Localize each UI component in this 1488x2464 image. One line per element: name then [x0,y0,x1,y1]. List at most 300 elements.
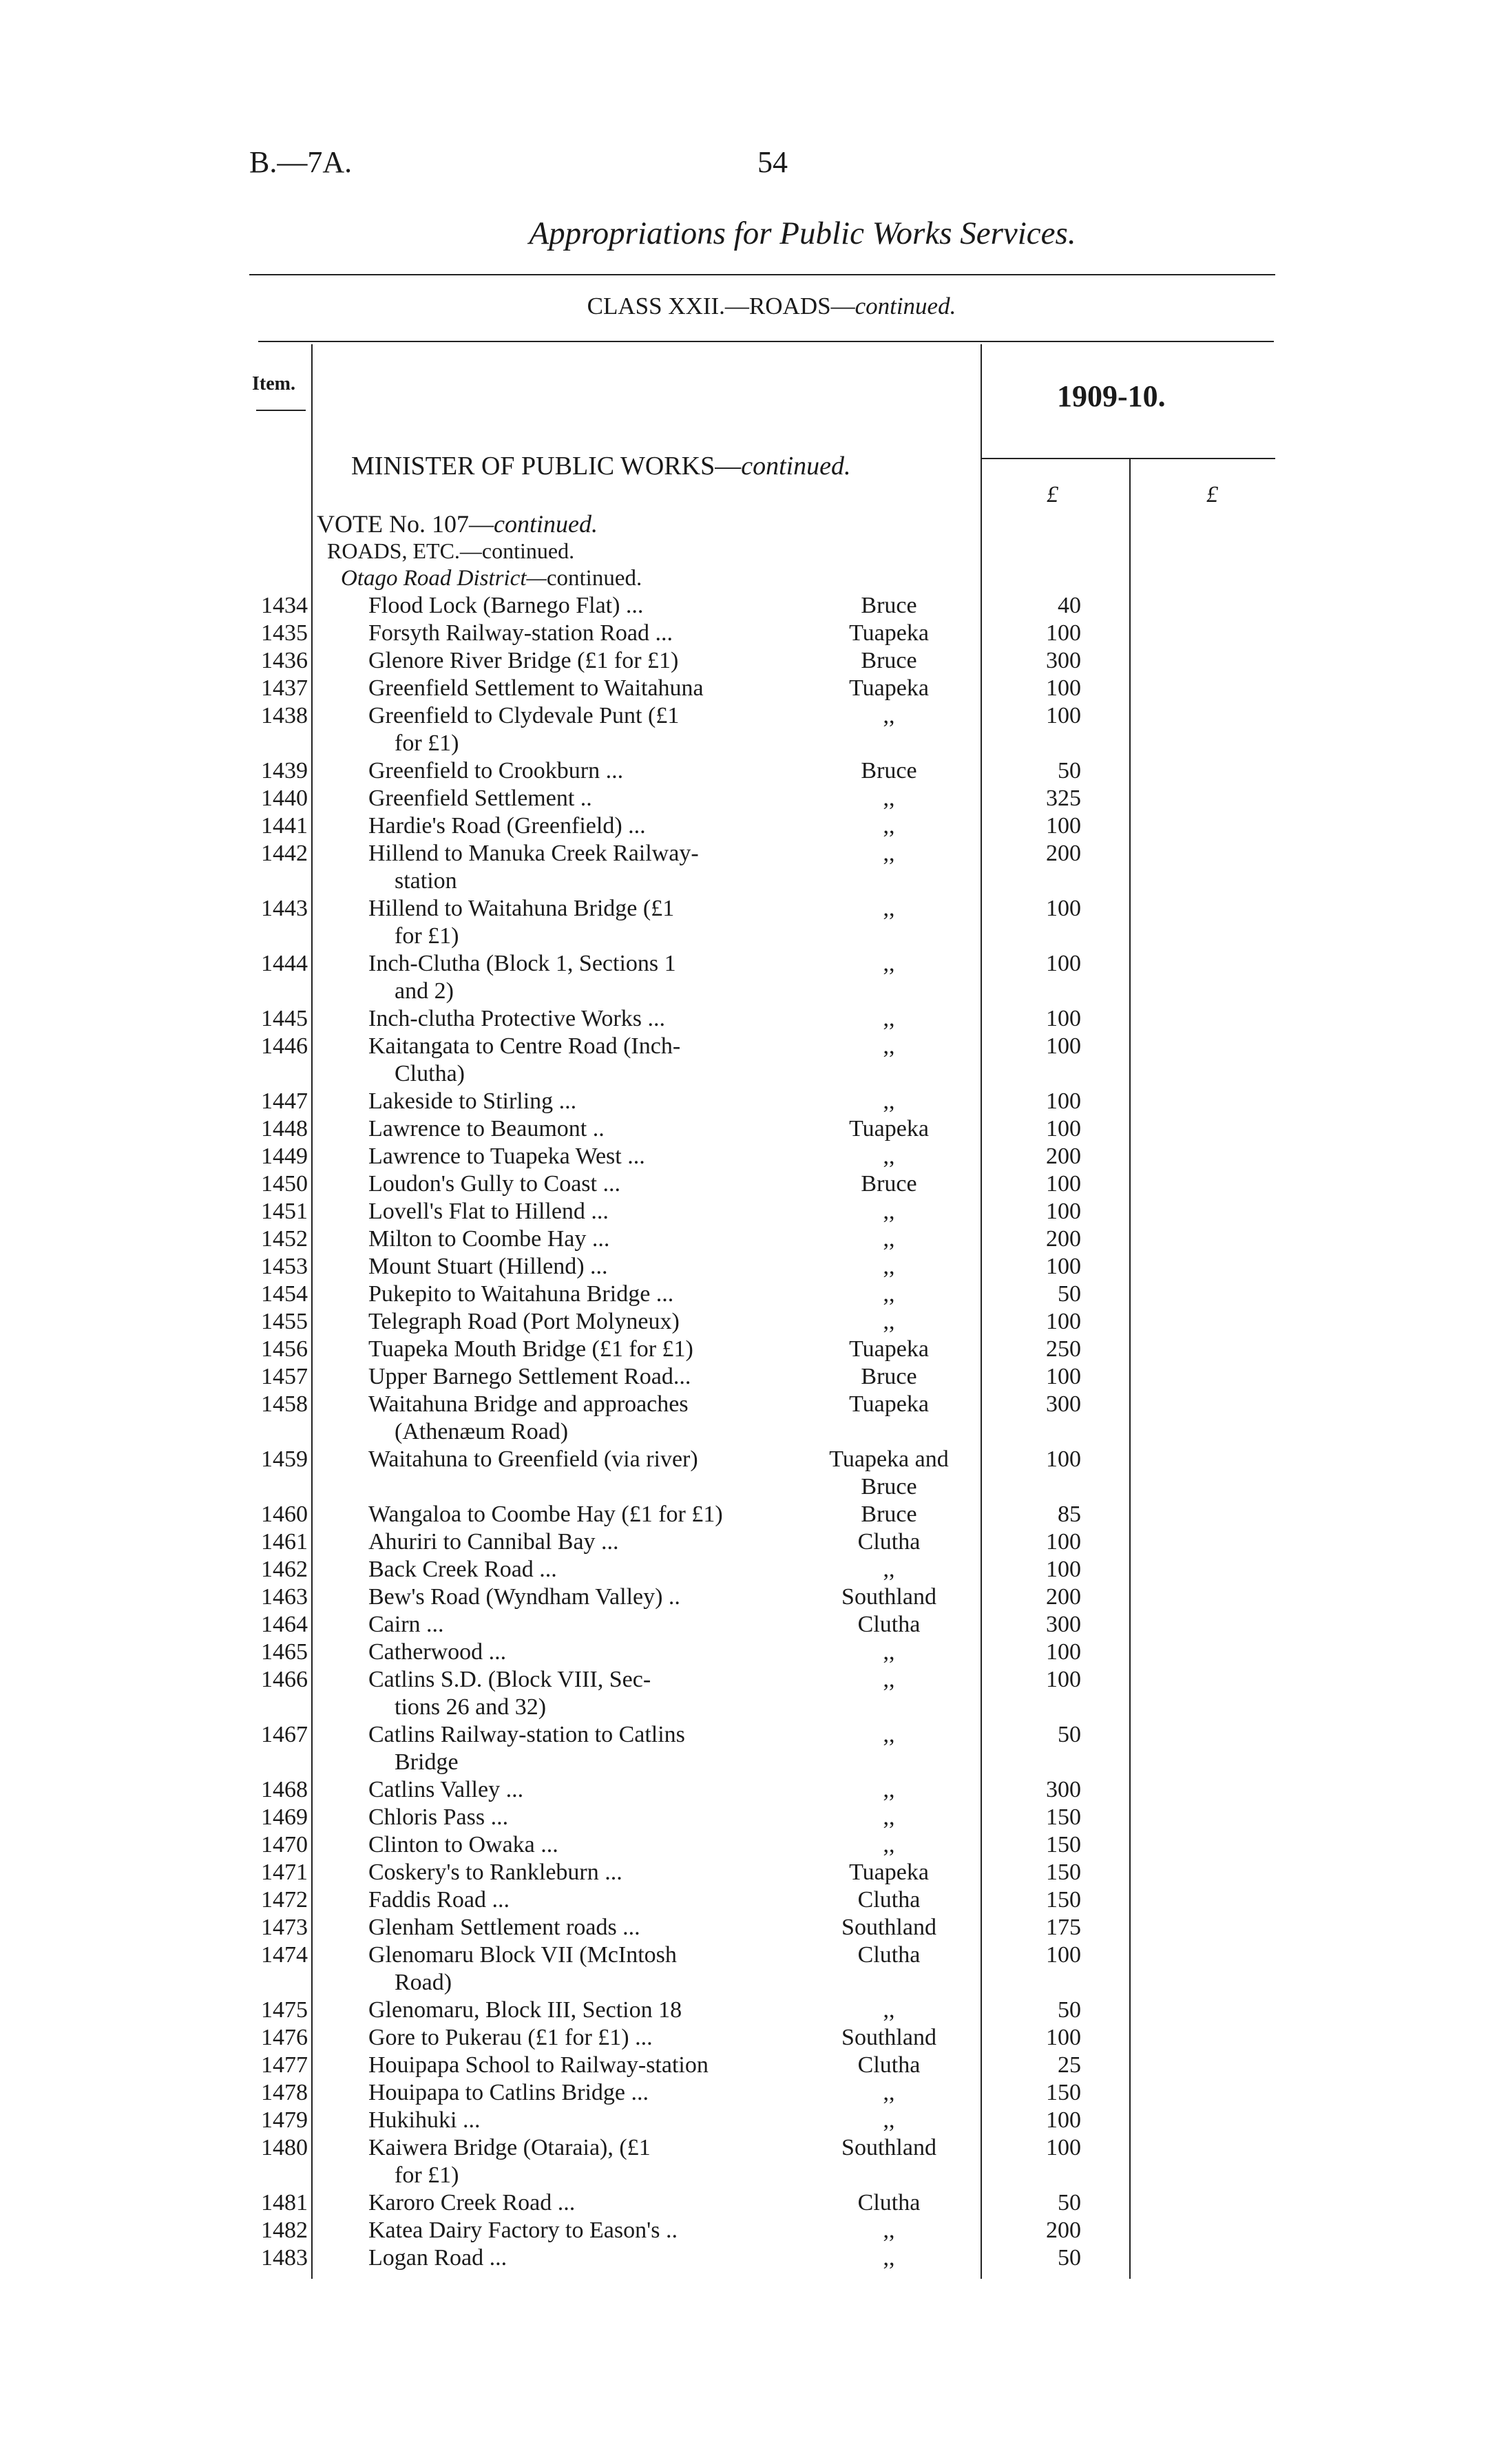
table-row [0,1859,1488,1886]
table-row [0,2217,1488,2244]
amount-value: 100 [1046,1639,1081,1665]
item-number: 1450 [261,1171,308,1197]
amount-value: 100 [1046,1171,1081,1197]
table-row [0,1721,1488,1776]
description-text: Back Creek Road ... [368,1557,557,1582]
amount-value: 300 [1046,1777,1081,1802]
amount-value: 100 [1046,1942,1081,1968]
county-name: ,, [883,1254,895,1279]
table-row [0,1941,1488,1997]
description-text: Houipapa School to Railway-station [368,2052,709,2078]
amount-value: 100 [1046,1254,1081,1279]
item-number: 1468 [261,1777,308,1802]
county-name: Tuapeka [849,675,929,701]
item-description [368,1363,788,1391]
item-number: 1449 [261,1144,308,1169]
item-description [368,1446,788,1473]
item-description [368,1804,788,1831]
item-number: 1462 [261,1557,308,1582]
county-name: ,, [883,1777,895,1802]
county-name: ,, [883,1199,895,1224]
district-heading-suffix: continued. [546,566,642,591]
item-header-underline [256,410,306,411]
item-number: 1470 [261,1832,308,1857]
table-row [0,620,1488,647]
county-name: Tuapeka [849,1860,929,1885]
description-text: Lawrence to Beaumont .. [368,1116,605,1141]
description-text: Greenfield Settlement to Waitahuna [368,675,704,701]
amount-value: 150 [1046,1832,1081,1857]
item-number: 1463 [261,1584,308,1610]
county-name: Clutha [857,2190,921,2215]
item-number: 1440 [261,786,308,811]
item-description [368,1611,788,1639]
item-description [368,1336,788,1363]
description-text: Gore to Pukerau (£1 for £1) ... [368,2025,653,2050]
table-row [0,1088,1488,1115]
description-text: Inch-clutha Protective Works ... [368,1006,665,1031]
amount-value: 200 [1046,1144,1081,1169]
amount-value: 40 [1058,593,1081,618]
amount-value: 150 [1046,1860,1081,1885]
description-text: Telegraph Road (Port Molyneux) [368,1309,680,1334]
amount-value: 300 [1046,648,1081,673]
item-description [368,2024,788,2052]
description-text: Pukepito to Waitahuna Bridge ... [368,1281,674,1307]
description-text: Inch-Clutha (Block 1, Sections 1 [368,951,676,976]
table-row [0,1831,1488,1859]
item-column-header: Item. [252,373,295,394]
table-row [0,1501,1488,1528]
amount-value: 200 [1046,2218,1081,2243]
table-row [0,1776,1488,1804]
amount-value: 250 [1046,1336,1081,1362]
item-number: 1444 [261,951,308,976]
table-row [0,757,1488,785]
item-description [368,2079,788,2107]
item-description [368,1583,788,1611]
item-description [368,1005,788,1033]
item-number: 1476 [261,2025,308,2050]
item-number: 1456 [261,1336,308,1362]
description-text: Upper Barnego Settlement Road... [368,1364,691,1389]
table-row [0,675,1488,702]
pound-symbol-1: £ [1047,482,1058,507]
description-continuation: Road) [395,1970,452,1995]
district-heading-main: Otago Road District— [341,566,547,591]
county-name: ,, [883,1226,895,1252]
table-row [0,1639,1488,1666]
document-reference: B.—7A. [249,145,353,179]
description-continuation: for £1) [395,2162,459,2188]
item-description [368,950,788,1005]
amount-value: 200 [1046,1226,1081,1252]
description-text: Catlins S.D. (Block VIII, Sec- [368,1667,651,1692]
description-text: Milton to Coombe Hay ... [368,1226,610,1252]
description-continuation: Bridge [395,1749,459,1775]
item-number: 1477 [261,2052,308,2078]
item-number: 1459 [261,1446,308,1472]
description-continuation: tions 26 and 32) [395,1694,547,1720]
table-row [0,2189,1488,2217]
item-description [368,2217,788,2244]
county-name: Southland [841,2025,936,2050]
description-text: Catlins Valley ... [368,1777,524,1802]
amount-value: 150 [1046,1804,1081,1830]
description-text: Forsyth Railway-station Road ... [368,620,673,646]
item-number: 1439 [261,758,308,783]
item-number: 1482 [261,2218,308,2243]
item-number: 1452 [261,1226,308,1252]
item-number: 1457 [261,1364,308,1389]
table-row [0,1198,1488,1225]
table-row [0,1804,1488,1831]
amount-value: 100 [1046,675,1081,701]
table-row [0,812,1488,840]
county-name: Bruce [861,1364,917,1389]
table-row [0,785,1488,812]
minister-heading-main: MINISTER OF PUBLIC WORKS— [351,452,742,481]
county-name: ,, [883,1804,895,1830]
description-text: Glenomaru, Block III, Section 18 [368,1997,682,2023]
amount-value: 300 [1046,1612,1081,1637]
item-description [368,592,788,620]
item-number: 1467 [261,1722,308,1747]
table-row [0,950,1488,1005]
item-description [368,785,788,812]
table-row [0,1281,1488,1308]
item-number: 1460 [261,1502,308,1527]
county-name: ,, [883,1722,895,1747]
item-description [368,1281,788,1308]
description-text: Loudon's Gully to Coast ... [368,1171,620,1197]
table-row [0,1033,1488,1088]
item-number: 1453 [261,1254,308,1279]
item-description [368,2244,788,2272]
item-number: 1483 [261,2245,308,2271]
table-row [0,895,1488,950]
item-description [368,1886,788,1914]
item-number: 1479 [261,2107,308,2133]
item-description [368,1941,788,1997]
description-text: Waitahuna to Greenfield (via river) [368,1446,698,1472]
amount-value: 100 [1046,2025,1081,2050]
table-row [0,1528,1488,1556]
item-number: 1435 [261,620,308,646]
county-name: ,, [883,1033,895,1059]
item-number: 1481 [261,2190,308,2215]
description-text: Greenfield Settlement .. [368,786,592,811]
header-rule-bottom [258,341,1274,342]
year-header-rule [981,458,1275,459]
class-title-main: CLASS XXII.—ROADS— [587,293,855,319]
table-row [0,1666,1488,1721]
amount-value: 50 [1058,1281,1081,1307]
county-name: ,, [883,1667,895,1692]
county-name: Bruce [861,1502,917,1527]
year-column-header: 1909-10. [1057,379,1166,413]
amount-value: 100 [1046,896,1081,921]
county-name: ,, [883,1144,895,1169]
description-continuation: for £1) [395,730,459,756]
item-number: 1458 [261,1391,308,1417]
amount-value: 200 [1046,841,1081,866]
amount-value: 100 [1046,1088,1081,1114]
item-description [368,2052,788,2079]
vote-heading-suffix: continued. [493,510,598,538]
amount-value: 100 [1046,1006,1081,1031]
amount-value: 100 [1046,951,1081,976]
county-name: Bruce [861,648,917,673]
table-row [0,2244,1488,2272]
item-number: 1474 [261,1942,308,1968]
minister-heading-suffix: continued. [741,452,851,481]
description-text: Lovell's Flat to Hillend ... [368,1199,609,1224]
county-name: Bruce [861,593,917,618]
description-text: Lawrence to Tuapeka West ... [368,1144,645,1169]
table-row [0,1446,1488,1501]
county-name: Southland [841,1584,936,1610]
item-description [368,1143,788,1170]
item-description [368,647,788,675]
county-name: ,, [883,1997,895,2023]
description-text: Tuapeka Mouth Bridge (£1 for £1) [368,1336,693,1362]
description-text: Glenomaru Block VII (McIntosh [368,1942,677,1968]
item-number: 1448 [261,1116,308,1141]
table-row [0,1886,1488,1914]
description-continuation: Clutha) [395,1061,465,1086]
county-name: ,, [883,1832,895,1857]
description-text: Logan Road ... [368,2245,507,2271]
amount-value: 200 [1046,1584,1081,1610]
county-name: ,, [883,1006,895,1031]
item-description [368,2189,788,2217]
county-name: ,, [883,1281,895,1307]
item-description [368,1198,788,1225]
county-name: Tuapeka and Bruce [829,1446,949,1499]
table-row [0,1336,1488,1363]
county-name: Bruce [861,1171,917,1197]
description-text: Karoro Creek Road ... [368,2190,576,2215]
item-description [368,1639,788,1666]
item-number: 1461 [261,1529,308,1555]
item-number: 1438 [261,703,308,728]
item-number: 1445 [261,1006,308,1031]
district-heading [341,566,642,591]
item-description [368,1859,788,1886]
description-text: Greenfield to Crookburn ... [368,758,624,783]
item-description [368,1225,788,1253]
table-row [0,1583,1488,1611]
amount-value: 50 [1058,758,1081,783]
item-description [368,840,788,895]
description-text: Kaitangata to Centre Road (Inch- [368,1033,681,1059]
table-row [0,1225,1488,1253]
county-name: Southland [841,2135,936,2160]
vote-heading [317,509,598,538]
county-name: Clutha [857,1887,921,1913]
county-name: ,, [883,841,895,866]
description-text: Bew's Road (Wyndham Valley) .. [368,1584,680,1610]
description-text: Hardie's Road (Greenfield) ... [368,813,646,839]
item-number: 1434 [261,593,308,618]
amount-value: 25 [1058,2052,1081,2078]
table-row [0,840,1488,895]
item-number: 1475 [261,1997,308,2023]
item-number: 1442 [261,841,308,866]
table-row [0,1005,1488,1033]
county-name: ,, [883,813,895,839]
item-description [368,1666,788,1721]
item-description [368,1391,788,1446]
amount-value: 50 [1058,1722,1081,1747]
table-row [0,1997,1488,2024]
item-description [368,1528,788,1556]
county-name: Tuapeka [849,1116,929,1141]
item-number: 1472 [261,1887,308,1913]
amount-value: 150 [1046,2080,1081,2105]
class-title [0,293,1488,320]
description-text: Waitahuna Bridge and approaches [368,1391,689,1417]
table-row [0,1611,1488,1639]
county-name: ,, [883,951,895,976]
description-text: Greenfield to Clydevale Punt (£1 [368,703,680,728]
county-name: ,, [883,786,895,811]
description-text: Katea Dairy Factory to Eason's .. [368,2218,678,2243]
county-name: ,, [883,1557,895,1582]
table-row [0,1143,1488,1170]
county-name: Bruce [861,758,917,783]
description-text: Faddis Road ... [368,1887,510,1913]
county-name: Tuapeka [849,1336,929,1362]
description-continuation: station [395,868,457,894]
item-number: 1478 [261,2080,308,2105]
roads-heading: ROADS, ETC.—continued. [327,538,575,563]
item-number: 1473 [261,1915,308,1940]
county-name: ,, [883,1639,895,1665]
item-description [368,895,788,950]
amount-value: 50 [1058,2245,1081,2271]
table-row [0,2024,1488,2052]
item-number: 1443 [261,896,308,921]
county-name: ,, [883,2218,895,2243]
amount-value: 175 [1046,1915,1081,1940]
item-description [368,1308,788,1336]
county-name: ,, [883,703,895,728]
item-number: 1454 [261,1281,308,1307]
amount-value: 100 [1046,1667,1081,1692]
description-text: Catherwood ... [368,1639,507,1665]
item-number: 1471 [261,1860,308,1885]
header-rule-top [249,274,1275,275]
amount-value: 85 [1058,1502,1081,1527]
amount-value: 50 [1058,2190,1081,2215]
table-row [0,2079,1488,2107]
amount-value: 100 [1046,1446,1081,1472]
minister-heading [351,451,851,481]
amount-value: 100 [1046,703,1081,728]
item-description [368,620,788,647]
county-name: Tuapeka [849,620,929,646]
amount-value: 300 [1046,1391,1081,1417]
item-description [368,1914,788,1941]
table-row [0,592,1488,620]
item-number: 1465 [261,1639,308,1665]
county-name: Clutha [857,1612,921,1637]
county-name: Southland [841,1915,936,1940]
item-description [368,1721,788,1776]
amount-value: 100 [1046,2135,1081,2160]
county-name: Clutha [857,1529,921,1555]
amount-value: 100 [1046,813,1081,839]
table-row [0,1556,1488,1583]
item-description [368,1556,788,1583]
amount-value: 100 [1046,1199,1081,1224]
county-name: Clutha [857,1942,921,1968]
item-number: 1447 [261,1088,308,1114]
description-continuation: and 2) [395,978,454,1004]
item-description [368,1253,788,1281]
description-text: Ahuriri to Cannibal Bay ... [368,1529,619,1555]
item-description [368,757,788,785]
item-description [368,1831,788,1859]
item-number: 1480 [261,2135,308,2160]
table-row [0,1363,1488,1391]
county-name: ,, [883,2080,895,2105]
amount-value: 100 [1046,620,1081,646]
table-row [0,2134,1488,2189]
item-description [368,1033,788,1088]
item-description [368,1170,788,1198]
item-number: 1446 [261,1033,308,1059]
table-row [0,2052,1488,2079]
description-text: Wangaloa to Coombe Hay (£1 for £1) [368,1502,723,1527]
table-row [0,1391,1488,1446]
item-description [368,2107,788,2134]
table-row [0,1308,1488,1336]
item-description [368,675,788,702]
item-description [368,1997,788,2024]
description-text: Lakeside to Stirling ... [368,1088,577,1114]
amount-value: 100 [1046,2107,1081,2133]
item-number: 1437 [261,675,308,701]
county-name: Tuapeka [849,1391,929,1417]
county-name: ,, [883,2107,895,2133]
item-number: 1441 [261,813,308,839]
county-name: ,, [883,1309,895,1334]
table-row [0,1170,1488,1198]
description-continuation: (Athenæum Road) [395,1419,569,1444]
description-text: Clinton to Owaka ... [368,1832,558,1857]
description-text: Glenore River Bridge (£1 for £1) [368,648,679,673]
amount-value: 100 [1046,1529,1081,1555]
item-description [368,812,788,840]
page-title: Appropriations for Public Works Services. [529,215,1076,251]
item-description [368,1088,788,1115]
item-description [368,2134,788,2189]
amount-value: 325 [1046,786,1081,811]
vote-heading-main: VOTE No. 107— [317,510,494,538]
item-description [368,702,788,757]
item-description [368,1115,788,1143]
description-text: Houipapa to Catlins Bridge ... [368,2080,649,2105]
item-number: 1469 [261,1804,308,1830]
amount-value: 50 [1058,1997,1081,2023]
amount-value: 100 [1046,1033,1081,1059]
item-description [368,1776,788,1804]
description-text: Kaiwera Bridge (Otaraia), (£1 [368,2135,651,2160]
amount-value: 100 [1046,1116,1081,1141]
